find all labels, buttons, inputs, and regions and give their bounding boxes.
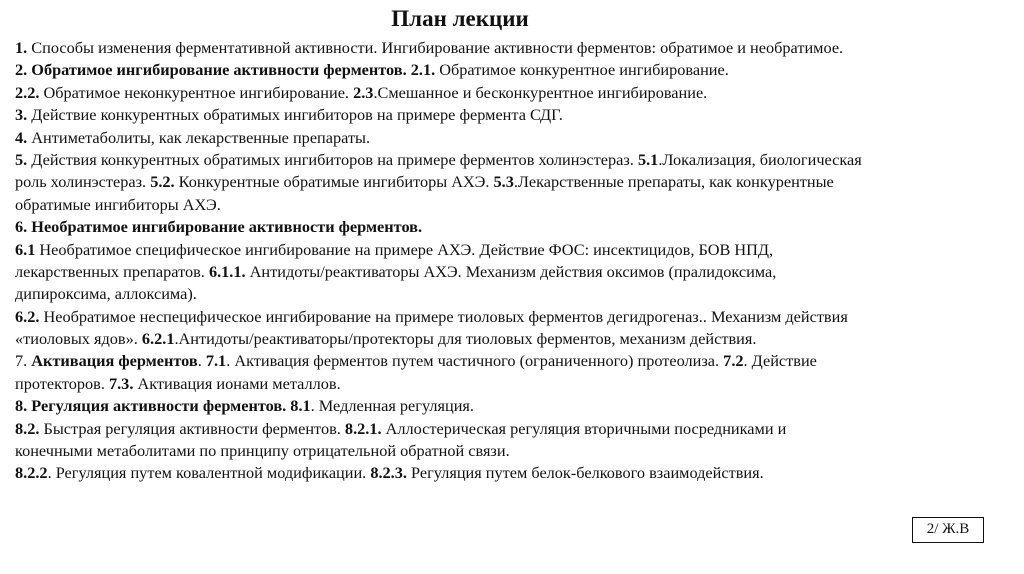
- plan-line: [15, 59, 1015, 81]
- plan-line-text: Необратимое неспецифическое ингибирование на примере тиоловых ферментов дегидрогеназ.. Механизм действия: [39, 306, 848, 326]
- plan-line: [15, 127, 1015, 149]
- plan-line-text: Необратимое специфическое ингибирование на примере АХЭ. Действие ФОС: инсектицидов, БОВ НПД,: [35, 239, 774, 259]
- plan-line: [15, 194, 1015, 216]
- plan-line: [15, 306, 1015, 328]
- plan-line-bold-text: 5.2.: [150, 172, 175, 192]
- plan-line: [15, 283, 1015, 305]
- plan-line-text: . Активация ферментов путем частичного (ограниченного) протеолиза.: [226, 351, 724, 371]
- plan-line-bold-text: 2.2.: [15, 82, 40, 102]
- plan-line-bold-text: 5.3: [493, 172, 514, 192]
- plan-line-text: Обратимое конкурентное ингибирование.: [435, 60, 729, 80]
- plan-line-text: Действие конкурентных обратимых ингибиторов на примере фермента СДГ.: [27, 105, 563, 125]
- plan-line-text: лекарственных препаратов.: [15, 261, 209, 281]
- plan-line: [15, 440, 1015, 462]
- plan-line-text: протекторов.: [15, 373, 109, 393]
- plan-line: [15, 104, 1015, 126]
- plan-line-text: Быстрая регуляция активности ферментов.: [39, 418, 345, 438]
- plan-line: [15, 350, 1015, 372]
- plan-line-bold-text: 2. Обратимое ингибирование активности ферментов.: [15, 60, 407, 80]
- plan-line: [15, 239, 1015, 261]
- plan-line-bold-text: 6.1.1.: [208, 261, 246, 281]
- plan-line-text: .: [197, 351, 206, 371]
- plan-line: [15, 395, 1015, 417]
- plan-line-bold-text: 7.1: [205, 351, 227, 371]
- plan-line: [15, 373, 1015, 395]
- plan-line-text: Аллостерическая регуляция вторичными посредниками и: [381, 418, 787, 438]
- lecture-plan-body: [15, 37, 1015, 485]
- plan-line-text: Антидоты/реактиваторы АХЭ. Механизм действия оксимов (пралидоксима,: [245, 261, 777, 281]
- plan-line-text: .Лекарственные препараты, как конкурентные: [513, 172, 834, 192]
- plan-line-bold-text: 6.2.1: [141, 329, 175, 349]
- plan-line: [15, 82, 1015, 104]
- plan-line: [15, 37, 1015, 59]
- plan-line-text: Способы изменения ферментативной активности. Ингибирование активности ферментов: обратимое и необратимое.: [27, 38, 844, 57]
- plan-line-text: . Медленная регуляция.: [310, 396, 474, 416]
- plan-line-text: Антиметаболиты, как лекарственные препараты.: [27, 127, 371, 147]
- plan-line-bold-text: 4.: [15, 127, 28, 147]
- plan-line-bold-text: 8.2.: [15, 418, 40, 438]
- plan-line-text: Активация ионами металлов.: [133, 373, 341, 393]
- plan-line-text: 7.: [15, 351, 32, 371]
- plan-line-text: Обратимое неконкурентное ингибирование.: [39, 82, 354, 102]
- plan-line-bold-text: 3.: [15, 105, 28, 125]
- plan-line-bold-text: 8.2.1.: [344, 418, 382, 438]
- plan-line-text: Регуляция путем белок-белкового взаимодействия.: [406, 463, 764, 483]
- plan-line-text: .Локализация, биологическая: [658, 149, 862, 169]
- plan-line-text: Конкурентные обратимые ингибиторы АХЭ.: [174, 172, 494, 192]
- plan-line-bold-text: 7.2: [723, 351, 744, 371]
- plan-line: [15, 261, 1015, 283]
- plan-line-bold-text: Необратимое ингибирование активности ферментов.: [31, 217, 423, 237]
- plan-line-text: . Действие: [743, 351, 817, 371]
- plan-line: [15, 171, 1015, 193]
- plan-line: [15, 216, 1015, 238]
- plan-line-bold-text: 2.1.: [410, 60, 436, 80]
- plan-line-bold-text: Активация ферментов: [31, 351, 198, 371]
- plan-line-bold-text: 8.2.3.: [370, 463, 407, 483]
- plan-line-text: Действия конкурентных обратимых ингибиторов на примере ферментов холинэстераз.: [27, 149, 638, 169]
- plan-line-text: обратимые ингибиторы АХЭ.: [15, 194, 221, 214]
- plan-line-bold-text: 5.1: [637, 149, 659, 169]
- plan-line-text: дипироксима, аллоксима).: [15, 284, 197, 304]
- plan-line-text: конечными метаболитами по принципу отрицательной обратной связи.: [15, 441, 510, 461]
- plan-line-bold-text: 2.3: [353, 82, 374, 102]
- plan-line-bold-text: 1.: [15, 38, 28, 57]
- plan-line-text: .Антидоты/реактиваторы/протекторы для тиоловых ферментов, механизм действия.: [174, 329, 757, 349]
- page-title: План лекции: [391, 6, 529, 31]
- plan-line-text: . Регуляция путем ковалентной модификации.: [47, 463, 371, 483]
- plan-line-bold-text: 6.2.: [15, 306, 40, 326]
- plan-line-bold-text: 6.: [15, 217, 28, 237]
- plan-line-text: .Смешанное и бесконкурентное ингибирование.: [373, 82, 708, 102]
- plan-line-bold-text: 6.1: [15, 239, 36, 259]
- plan-line-bold-text: 8. Регуляция активности ферментов.: [15, 396, 287, 416]
- plan-line-bold-text: 8.2.2: [15, 463, 48, 483]
- plan-line: [15, 418, 1015, 440]
- plan-line: [15, 149, 1015, 171]
- plan-line: [15, 328, 1015, 350]
- page-number-badge: 2/ Ж.В: [912, 517, 984, 543]
- plan-line-text: роль холинэстераз.: [15, 172, 151, 192]
- plan-line-bold-text: 8.1: [290, 396, 311, 416]
- plan-line-bold-text: 7.3.: [108, 373, 134, 393]
- plan-line-text: «тиоловых ядов».: [15, 329, 142, 349]
- plan-line: [15, 462, 1015, 484]
- plan-line-bold-text: 5.: [15, 149, 28, 169]
